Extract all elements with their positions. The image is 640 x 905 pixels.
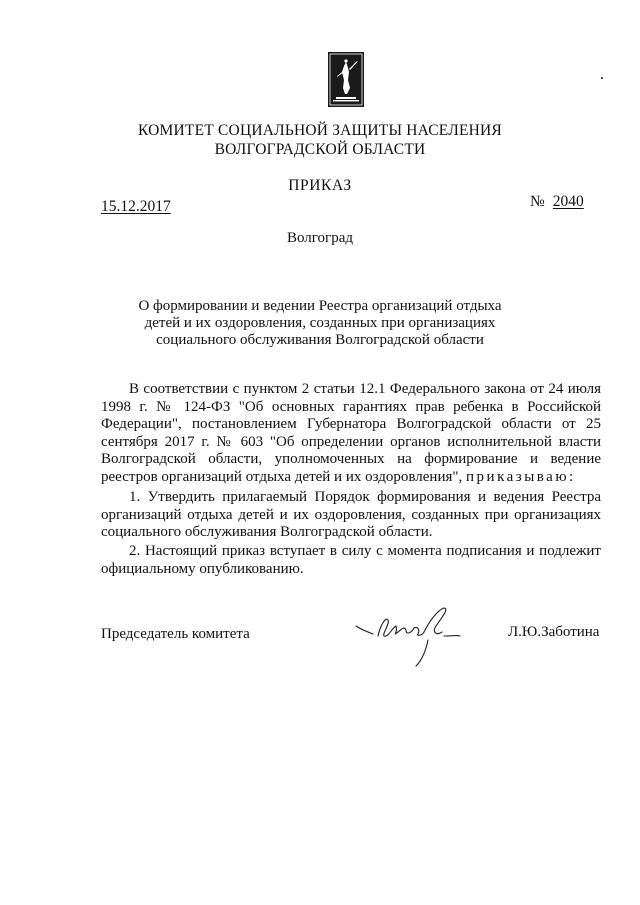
scan-artifact xyxy=(601,77,603,79)
order-date: 15.12.2017 xyxy=(101,198,171,215)
order-phrase: приказываю: xyxy=(466,468,576,485)
number-sign: № xyxy=(530,193,545,210)
signatory-name: Л.Ю.Заботина xyxy=(508,624,600,640)
signatory-position: Председатель комитета xyxy=(101,626,250,642)
handwritten-signature-icon xyxy=(340,596,480,674)
clause-2-paragraph: 2. Настоящий приказ вступает в силу с момента подписания и подлежит официальному опубликованию. xyxy=(101,543,601,577)
organization-name-line1: КОМИТЕТ СОЦИАЛЬНОЙ ЗАЩИТЫ НАСЕЛЕНИЯ xyxy=(138,122,502,139)
order-subject: О формировании и ведении Реестра организаций отдыха детей и их оздоровления, созданных при организациях социального обслуживания Волгоградской области xyxy=(138,298,502,348)
order-number xyxy=(530,193,584,211)
coat-of-arms-icon xyxy=(328,52,364,107)
preamble-paragraph xyxy=(101,381,601,486)
organization-name-line2: ВОЛГОГРАДСКОЙ ОБЛАСТИ xyxy=(214,141,426,158)
clause-1-paragraph: 1. Утвердить прилагаемый Порядок формирования и ведения Реестра организаций отдыха детей и их оздоровления, созданных при организациях социального обслуживания Волгоградской области. xyxy=(101,489,601,540)
preamble-text: В соответствии с пунктом 2 статьи 12.1 Федерального закона от 24 июля 1998 г. № 124-ФЗ "Об основных гарантиях прав ребенка в Российской Федерации", постановлением Губернатора Волгоградской области от 25 сентября 2017 г. № 603 "Об определении органов исполнительной власти Волгоградской области, уполномоченных на формирование и ведение реестров организаций отдыха детей и их оздоровления", xyxy=(101,381,601,485)
city-name: Волгоград xyxy=(286,230,353,246)
order-number-value: 2040 xyxy=(552,193,584,210)
document-type-title: ПРИКАЗ xyxy=(288,177,352,194)
